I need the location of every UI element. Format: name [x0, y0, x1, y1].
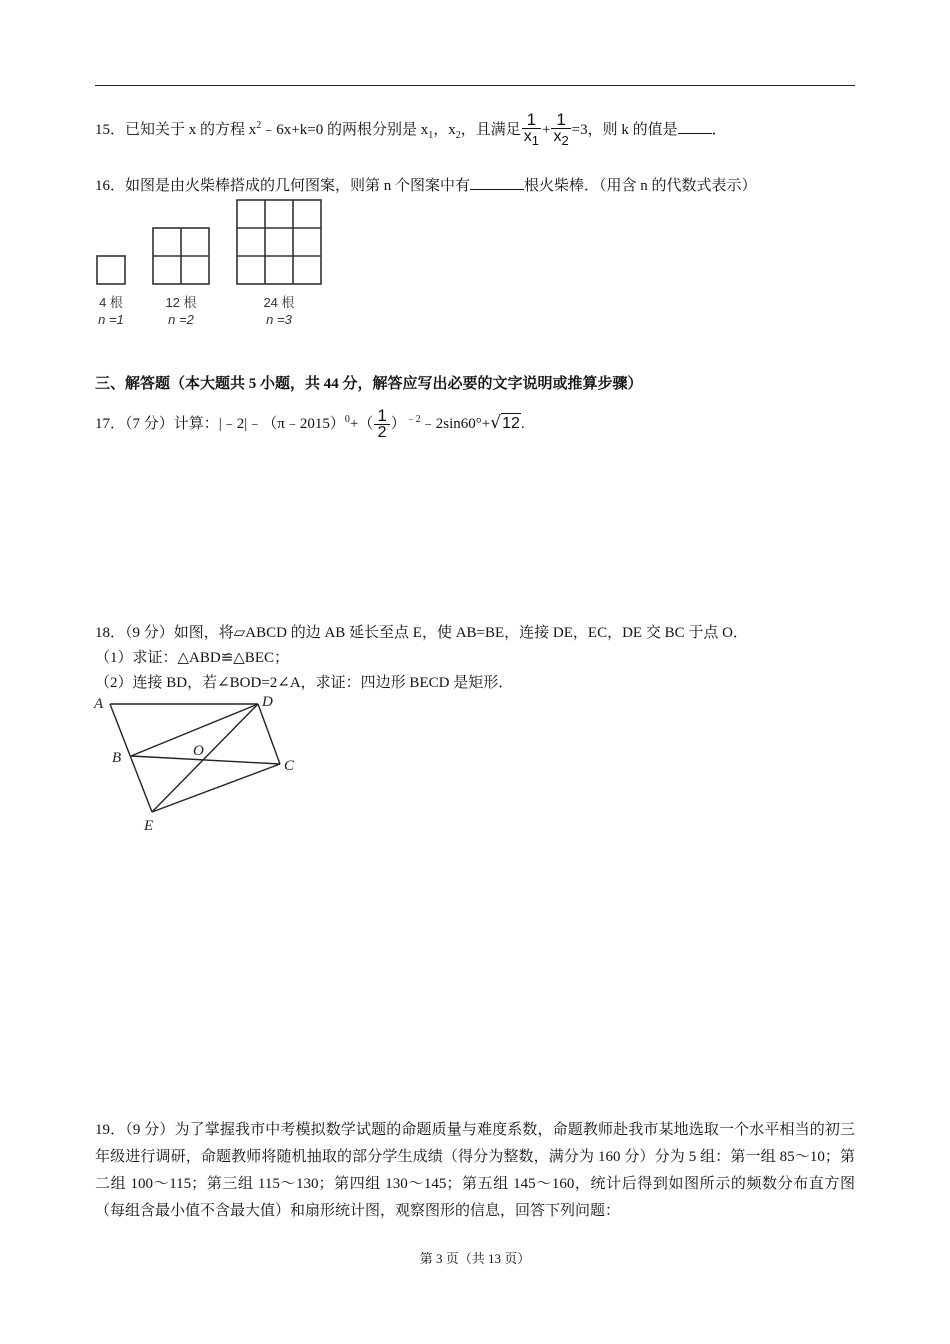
point-label-b: B [112, 750, 122, 766]
answer-blank [678, 119, 712, 134]
fraction-1-over-x1: $\frac{1}{x_1}$ [523, 110, 539, 149]
question-18-part-2: （2）连接 BD，若∠BOD=2∠A，求证：四边形 BECD 是矩形． [95, 675, 514, 691]
figure-3-count: 24 根 [263, 295, 295, 310]
page-footer: 第 3 页（共 13 页） [419, 1251, 531, 1266]
section-heading: 三、解答题（本大题共 5 小题，共 44 分，解答应写出必要的文字说明或推算步骤） [95, 376, 643, 392]
point-label-d: D [262, 694, 273, 710]
header-rule [95, 85, 855, 86]
question-19: 19．（9 分）为了掌握我市中考模拟数学试题的命题质量与难度系数，命题教师赴我市某地选取一个水平相当的初三年级进行调研，命题教师将随机抽取的部分学生成绩（得分为整数，满分为 160 分）分为 5 组：第一组 85～10；第二组 100～115；第三组 115～130；第四组 130～145；第五组 145～160，统计后得到如图所示的频数分布直方图（每组含最小值不含最大值）和扇形统计图，观察图形的信息，回答下列问题： [95, 1122, 855, 1219]
point-label-a: A [94, 696, 104, 712]
question-15: 15．已知关于 x 的方程 $x^2﹣6x+k=0$ 的两根分别是 $x_1$，$x_2$，且满足 $\frac{1}{x_1}$ + $\frac{1}{x_2}$ =3，则 k 的值是 ． [95, 110, 727, 149]
matchstick-figure-1 [97, 256, 125, 284]
matchstick-figure-3 [237, 200, 321, 284]
matchstick-figures [90, 195, 330, 290]
parallelogram-figure [90, 690, 310, 838]
question-18-stem: 18．（9 分）如图，将▱ABCD 的边 AB 延长至点 E，使 AB=BE，连接 DE，EC，DE 交 BC 于点 O． [95, 625, 748, 641]
fraction-1-over-x2: $\frac{1}{x_2}$ [553, 110, 569, 149]
question-17: 17．（7 分）计算：|﹣2|﹣（π﹣2015）$^0$+（ $\frac{1}{2}$ ）$^{﹣2}$﹣2sin60°+√12. [95, 406, 525, 441]
point-label-c: C [284, 758, 295, 774]
fraction-one-half: $\frac{1}{2}$ [374, 408, 389, 441]
figure-2-n: n =2 [168, 312, 194, 327]
figure-2-count: 12 根 [165, 295, 197, 310]
sqrt-icon: √ [490, 412, 502, 433]
point-label-o: O [193, 743, 204, 759]
question-18-part-1: （1）求证：△ABD≌△BEC； [95, 650, 289, 666]
point-label-e: E [144, 818, 154, 834]
figure-3-n: n =3 [266, 312, 292, 327]
answer-blank [470, 175, 524, 190]
question-16: 16．如图是由火柴棒搭成的几何图案，则第 n 个图案中有 根火柴棒．（用含 n 的代数式表示） [95, 175, 757, 196]
figure-1-n: n =1 [98, 312, 124, 327]
figure-1-count: 4 根 [99, 295, 123, 310]
